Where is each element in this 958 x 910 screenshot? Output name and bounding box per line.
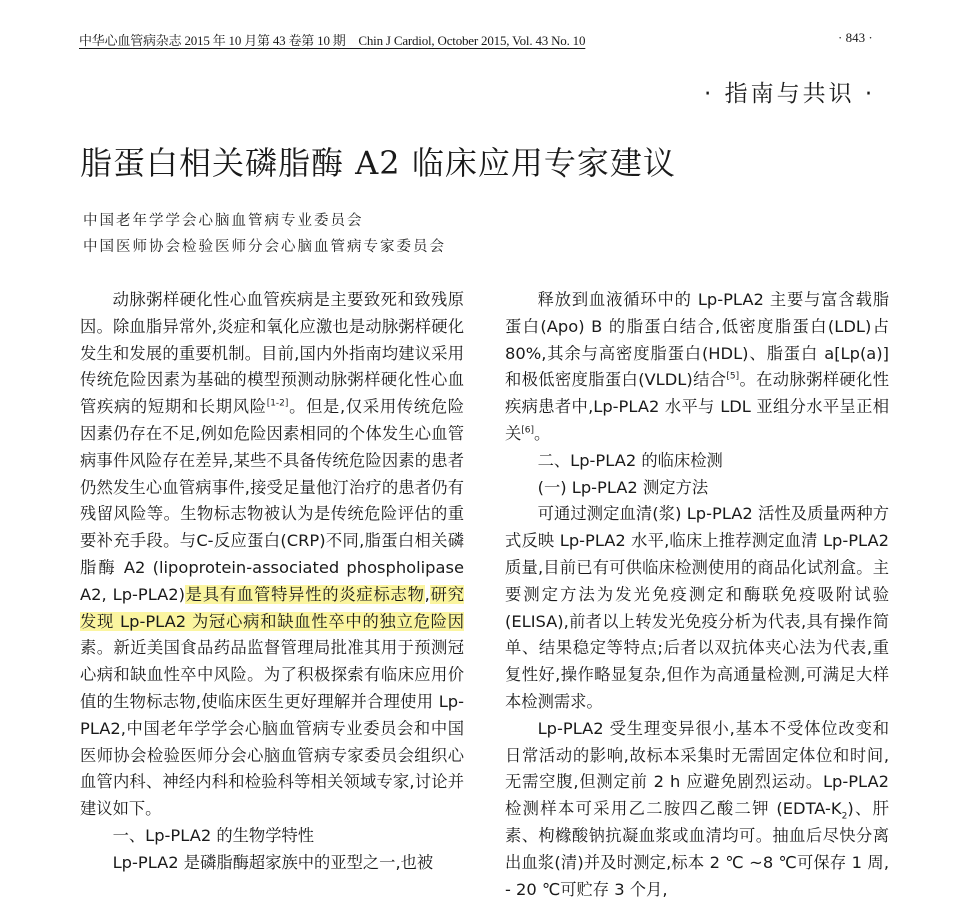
left-column — [80, 287, 464, 877]
body-paragraph — [505, 287, 889, 448]
text: 。在动脉粥样硬化性疾病患者中,Lp-PLA2 水平与 LDL 亚组分水平呈正相关 — [505, 370, 889, 443]
author-block — [83, 208, 446, 260]
subsection-heading: (一) Lp-PLA2 测定方法 — [537, 477, 709, 497]
highlighted-text: 是具有血管特异性的炎症标志物 — [185, 584, 425, 604]
section-heading: 二、Lp-PLA2 的临床检测 — [537, 450, 723, 470]
text: Lp-PLA2 受生理变异很小,基本不受体位改变和日常活动的影响,故标本采集时无需固定体位和时间,无需空腹,但测定前 2 h 应避免剧烈运动。Lp-PLA2 检测样本可采用乙二胺四乙酸二钾 (EDTA-K — [505, 718, 889, 819]
subscript: 2 — [841, 811, 848, 822]
text: 动脉粥样硬化性心血管疾病是主要致死和致残原因。除血脂异常外,炎症和氧化应激也是动脉粥样硬化发生和发展的重要机制。目前,国内外指南均建议采用传统危险因素为基础的模型预测动脉粥样硬化性心血管疾病的短期和长期风险 — [80, 290, 464, 417]
section-tag: · 指南与共识 · — [704, 81, 876, 107]
citation-ref[interactable]: [1-2] — [266, 398, 289, 409]
citation-ref[interactable]: [6] — [521, 425, 535, 436]
text: 素。 — [80, 638, 114, 658]
body-paragraph — [505, 716, 889, 904]
text: 。 — [534, 423, 551, 443]
author-line: 中国医师协会检验医师分会心脑血管病专家委员会 — [83, 239, 446, 255]
text: 。但是,仅采用传统危险因素仍存在不足,例如危险因素相同的个体发生心血管病事件风险存在差异,某些不具备传统危险因素的患者仍然发生心血管病事件,接受足量他汀治疗的患者仍有残留风险等。生物标志物被认为是传统危险评估的重要补充手段。与C-反应蛋白(CRP)不同,脂蛋白相关磷脂酶 A2 (lipoprotein-associated phospholipase A2, Lp-PLA2) — [80, 397, 464, 604]
text: 新近美国食品药品监督管理局批准其用于预测冠心病和缺血性卒中风险。为了积极探索有临床应用价值的生物标志物,使临床医生更好理解并合理使用 Lp-PLA2,中国老年学学会心脑血管病专业委员会和中国医师协会检验医师分会心脑血管病专家委员会组织心血管内科、神经内科和检验科等相关领域专家,讨论并建议如下。 — [80, 638, 464, 819]
body-paragraph: Lp-PLA2 是磷脂酶超家族中的亚型之一,也被 — [112, 852, 434, 872]
right-column — [505, 287, 889, 903]
author-line: 中国老年学学会心脑血管病专业委员会 — [83, 213, 364, 229]
text: 释放到血液循环中的 Lp-PLA2 主要与富含载脂蛋白(Apo) B 的脂蛋白结合,低密度脂蛋白(LDL)占 80%,其余与高密度脂蛋白(HDL)、脂蛋白 a[Lp(a)]和极低密度脂蛋白(VLDL)结合 — [505, 290, 889, 390]
article-title: 脂蛋白相关磷脂酶 A2 临床应用专家建议 — [80, 144, 676, 182]
highlighted-text: 研究发现 Lp-PLA2 为冠心病和缺血性卒中的独立危险因 — [80, 584, 464, 631]
citation-ref[interactable]: [5] — [726, 371, 740, 382]
body-paragraph: 可通过测定血清(浆) Lp-PLA2 活性及质量两种方式反映 Lp-PLA2 水平,临床上推荐测定血清 Lp-PLA2 质量,目前已有可供临床检测使用的商品化试剂盒。主要测定方法为发光免疫测定和酶联免疫吸附试验(ELISA),前者以上转发光免疫分析为代表,具有操作简单、结果稳定等特点;后者以双抗体夹心法为代表,重复性好,操作略显复杂,但作为高通量检测,可满足大样本检测需求。 — [505, 504, 889, 711]
intro-paragraph — [80, 287, 464, 823]
text: )、肝素、枸橼酸钠抗凝血浆或血清均可。抽血后尽快分离出血浆(清)并及时测定,标本 2 ℃ ~8 ℃可保存 1 周, - 20 ℃可贮存 3 个月, — [505, 799, 889, 899]
text: , — [424, 584, 430, 604]
page-number: · 843 · — [838, 30, 873, 45]
section-heading: 一、Lp-PLA2 的生物学特性 — [112, 825, 315, 845]
journal-header: 中华心血管病杂志 2015 年 10 月第 43 卷第 10 期 Chin J Cardiol, October 2015, Vol. 43 No. 10 — [79, 33, 586, 48]
